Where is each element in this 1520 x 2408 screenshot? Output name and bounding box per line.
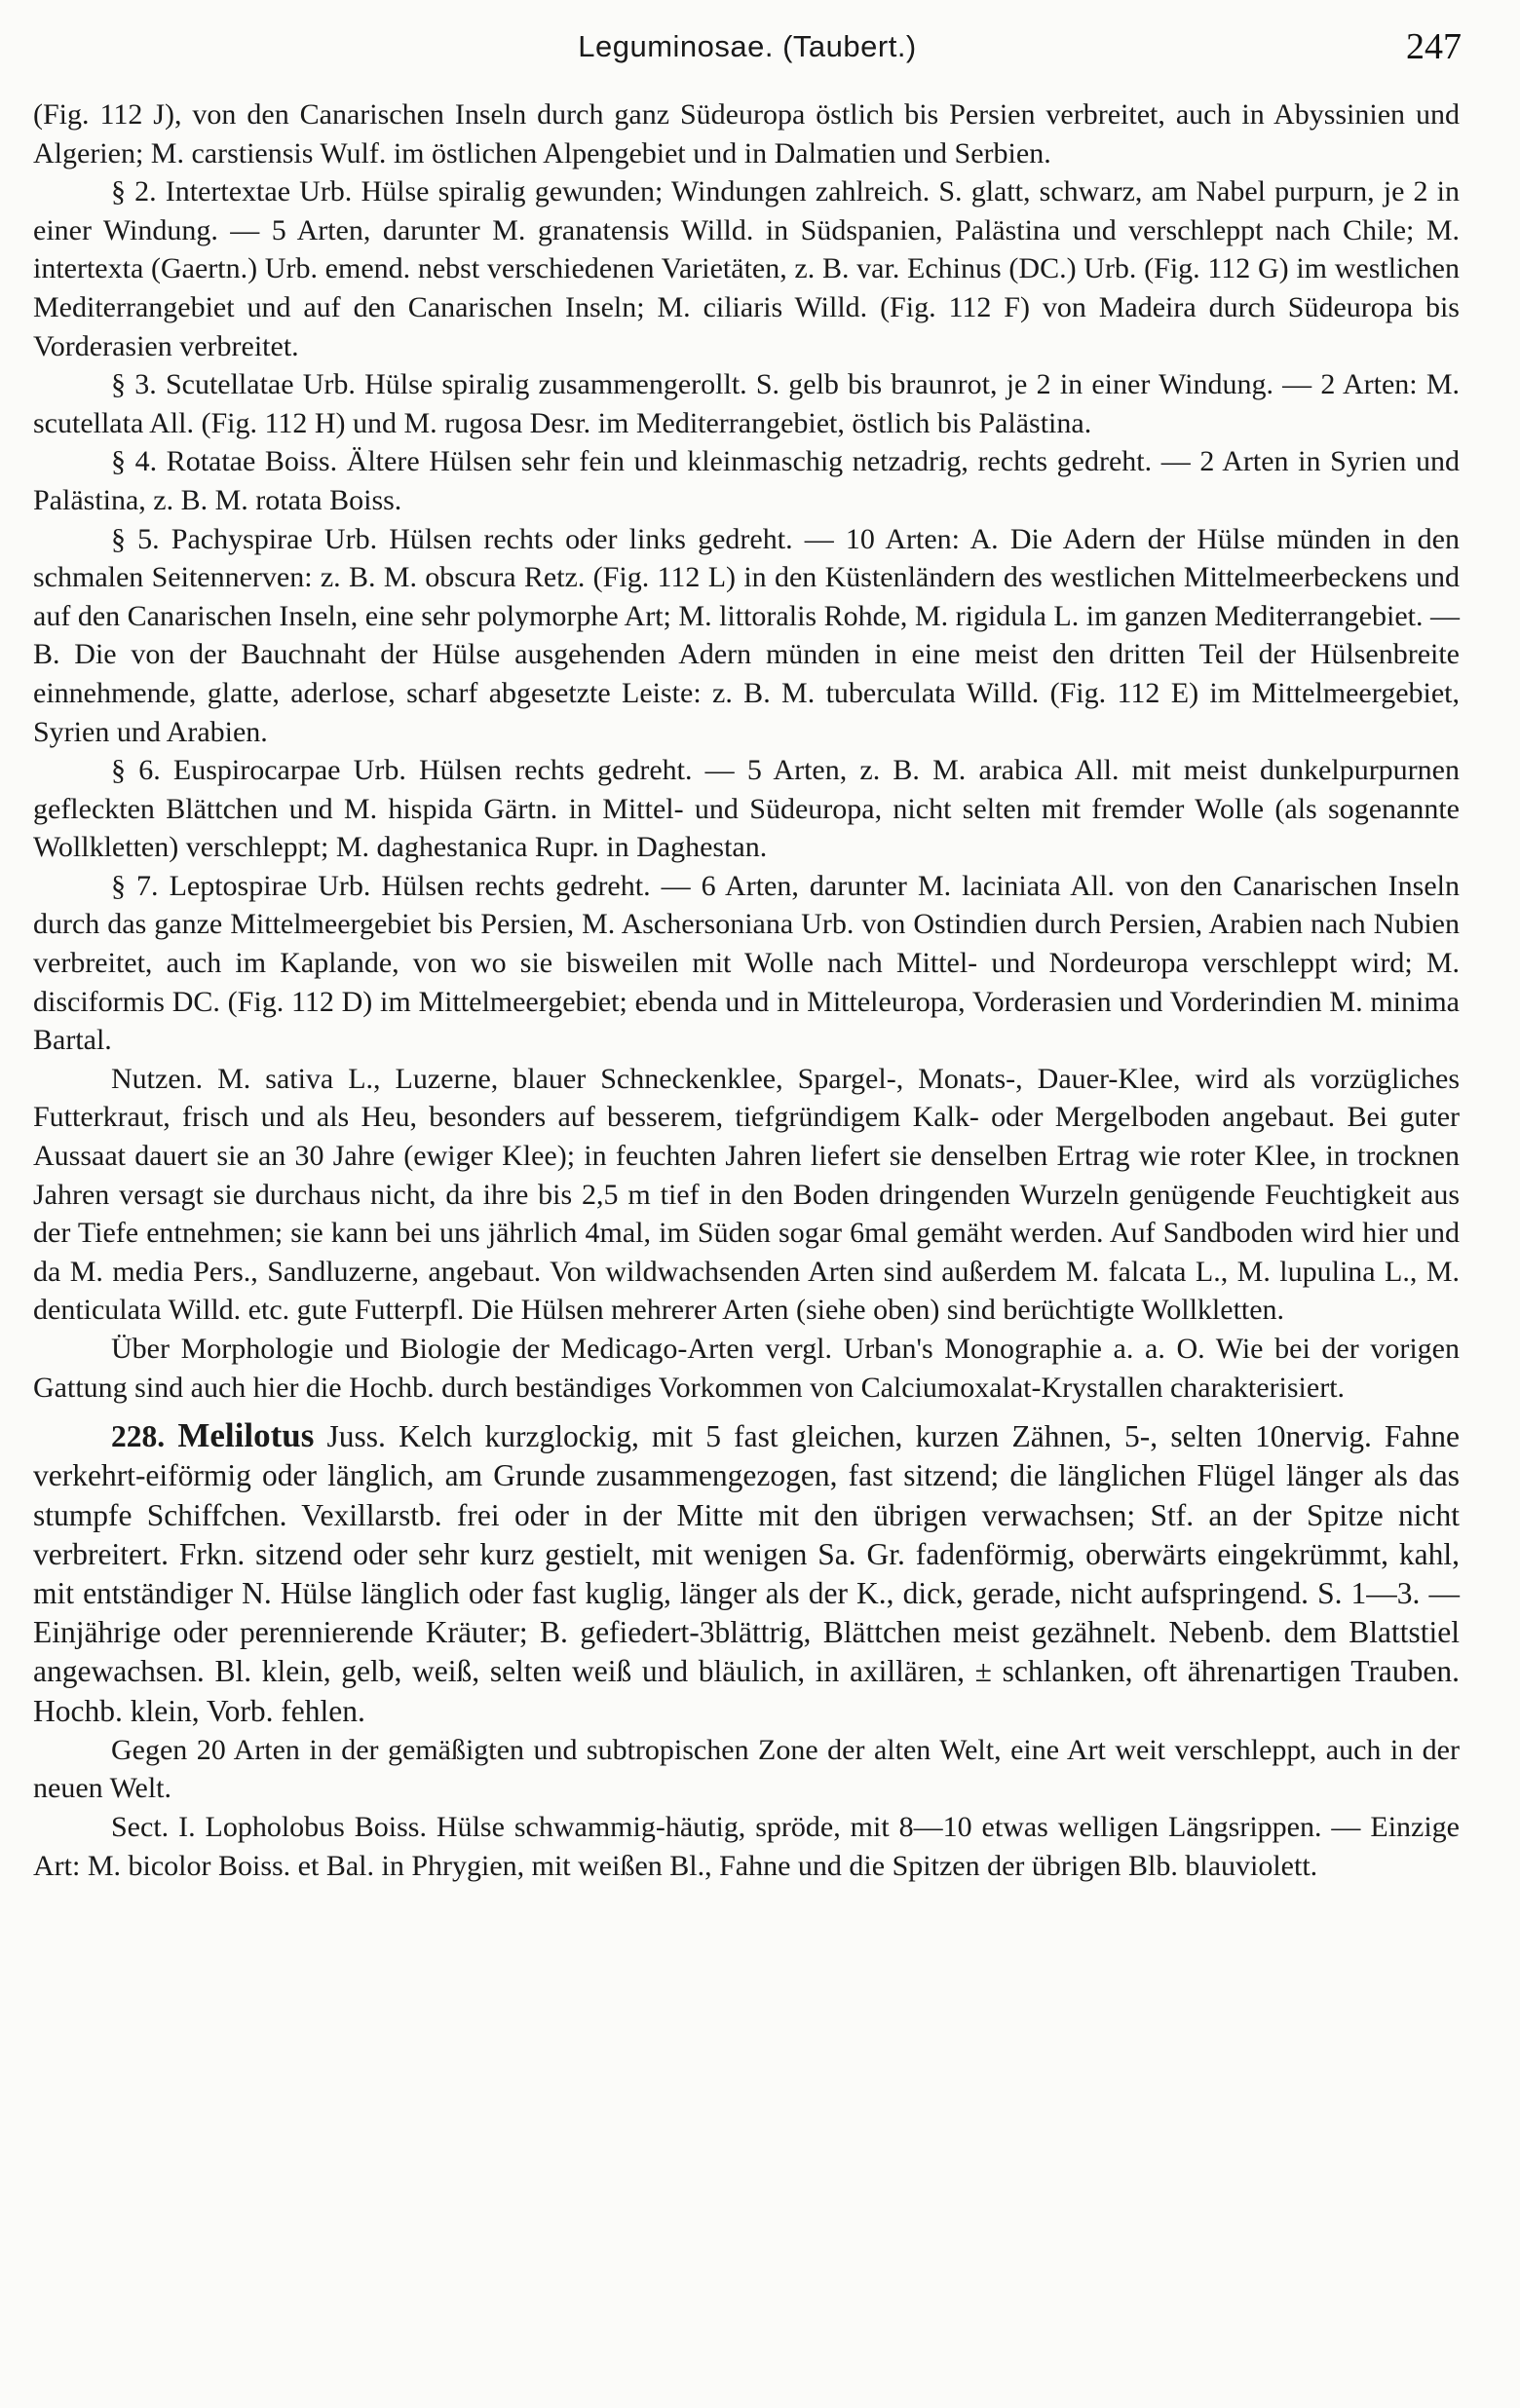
running-title: Leguminosae. (Taubert.) <box>578 29 917 63</box>
paragraph-section-5: § 5. Pachyspirae Urb. Hülsen rechts oder links gedreht. — 10 Arten: A. Die Adern der Hülse münden in den schmalen Seitennerven: z. B. M. obscura Retz. (Fig. 112 L) in den Küstenländern des westlichen Mittelmeerbeckens und auf den Canarischen Inseln, eine sehr polymorphe Art; M. littoralis Rohde, M. rigidula L. im ganzen Mediterrangebiet. — B. Die von der Bauchnaht der Hülse ausgehenden Adern münden in eine meist den dritten Teil der Hülsenbreite einnehmende, glatte, aderlose, scharf abgesetzte Leiste: z. B. M. tuberculata Willd. (Fig. 112 E) im Mittelmeergebiet, Syrien und Arabien. <box>33 522 1460 748</box>
genus-name: Melilotus <box>177 1416 315 1455</box>
paragraph-section-2: § 2. Intertextae Urb. Hülse spiralig gewunden; Windungen zahlreich. S. glatt, schwarz, am Nabel purpurn, je 2 in einer Windung. — 5 Arten, darunter M. granatensis Willd. in Südspanien, Palästina und verschleppt nach Chile; M. intertexta (Gaertn.) Urb. emend. nebst verschiedenen Varietäten, z. B. var. Echinus (DC.) Urb. (Fig. 112 G) im westlichen Mediterrangebiet und auf den Canarischen Inseln; M. ciliaris Willd. (Fig. 112 F) von Madeira durch Südeuropa bis Vorderasien verbreitet. <box>33 175 1460 362</box>
paragraph-section-6: § 6. Euspirocarpae Urb. Hülsen rechts gedreht. — 5 Arten, z. B. M. arabica All. mit meist dunkelpurpurnen gefleckten Blättchen und M. hispida Gärtn. in Mittel- und Südeuropa, nicht selten mit fremder Wolle (als sogenannte Wollkletten) verschleppt; M. daghestanica Rupr. in Daghestan. <box>33 754 1460 864</box>
genus-entry <box>33 1416 1460 1731</box>
paragraph-nutzen: Nutzen. M. sativa L., Luzerne, blauer Schneckenklee, Spargel-, Monats-, Dauer-Klee, wird als vorzügliches Futterkraut, frisch und als Heu, besonders auf besserem, tiefgründigem Kalk- oder Mergelboden angebaut. Bei guter Aussaat dauert sie an 30 Jahre (ewiger Klee); in feuchten Jahren liefert sie denselben Ertrag wie roter Klee, in trocknen Jahren versagt sie durchaus nicht, da ihre bis 2,5 m tief in den Boden dringenden Wurzeln genügende Feuchtigkeit aus der Tiefe entnehmen; sie kann bei uns jährlich 4mal, im Süden sogar 6mal gemäht werden. Auf Sandboden wird hier und da M. media Pers., Sandluzerne, angebaut. Von wildwachsenden Arten sind außerdem M. falcata L., M. lupulina L., M. denticulata Willd. etc. gute Futterpfl. Die Hülsen mehrerer Arten (siehe oben) sind berüchtigte Wollkletten. <box>33 1062 1460 1327</box>
paragraph-sect-1: Sect. I. Lopholobus Boiss. Hülse schwammig-häutig, spröde, mit 8—10 etwas welligen Längsrippen. — Einzige Art: M. bicolor Boiss. et Bal. in Phrygien, mit weißen Bl., Fahne und die Spitzen der übrigen Blb. blauviolett. <box>33 1811 1460 1882</box>
paragraph-morphologie: Über Morphologie und Biologie der Medicago-Arten vergl. Urban's Monographie a. a. O. Wie bei der vorigen Gattung sind auch hier die Hochb. durch beständiges Vorkommen von Calciumoxalat-Krystallen charakterisiert. <box>33 1333 1460 1404</box>
paragraph-continuation: (Fig. 112 J), von den Canarischen Inseln durch ganz Südeuropa östlich bis Persien verbreitet, auch in Abyssinien und Algerien; M. carstiensis Wulf. im östlichen Alpengebiet und in Dalmatien und Serbien. <box>33 98 1460 169</box>
paragraph-section-4: § 4. Rotatae Boiss. Ältere Hülsen sehr fein und kleinmaschig netzadrig, rechts gedreht. — 2 Arten in Syrien und Palästina, z. B. M. rotata Boiss. <box>33 445 1460 516</box>
genus-number: 228. <box>111 1419 166 1454</box>
genus-description: Juss. Kelch kurzglockig, mit 5 fast gleichen, kurzen Zähnen, 5-, selten 10nervig. Fahne verkehrt-eiförmig oder länglich, am Grunde zusammengezogen, fast sitzend; die länglichen Flügel länger als das stumpfe Schiffchen. Vexillarstb. frei oder in der Mitte mit den übrigen verwachsen; Stf. an der Spitze nicht verbreitert. Frkn. sitzend oder sehr kurz gestielt, mit wenigen Sa. Gr. fadenförmig, oberwärts eingekrümmt, kahl, mit entständiger N. Hülse länglich oder fast kuglig, länger als der K., dick, gerade, nicht aufspringend. S. 1—3. — Einjährige oder perennierende Kräuter; B. gefiedert-3blättrig, Blättchen meist gezähnelt. Nebenb. dem Blattstiel angewachsen. Bl. klein, gelb, weiß, selten weiß und bläulich, in axillären, ± schlanken, oft ährenartigen Trauben. Hochb. klein, Vorb. fehlen. <box>33 1419 1461 1728</box>
page-number: 247 <box>1406 26 1462 67</box>
body-text <box>33 95 1460 1885</box>
paragraph-section-7: § 7. Leptospirae Urb. Hülsen rechts gedreht. — 6 Arten, darunter M. laciniata All. von den Canarischen Inseln durch das ganze Mittelmeergebiet bis Persien, M. Aschersoniana Urb. von Ostindien durch Persien, Arabien nach Nubien verbreitet, auch im Kaplande, von wo sie bisweilen mit Wolle nach Mittel- und Nordeuropa verschleppt wird; M. disciformis DC. (Fig. 112 D) im Mittelmeergebiet; ebenda und in Mitteleuropa, Vorderasien und Vorderindien M. minima Bartal. <box>33 869 1460 1057</box>
paragraph-section-3: § 3. Scutellatae Urb. Hülse spiralig zusammengerollt. S. gelb bis braunrot, je 2 in einer Windung. — 2 Arten: M. scutellata All. (Fig. 112 H) und M. rugosa Desr. im Mediterrangebiet, östlich bis Palästina. <box>33 368 1460 439</box>
page-header <box>33 25 1462 80</box>
paragraph-distribution: Gegen 20 Arten in der gemäßigten und subtropischen Zone der alten Welt, eine Art weit verschleppt, auch in der neuen Welt. <box>33 1733 1460 1805</box>
